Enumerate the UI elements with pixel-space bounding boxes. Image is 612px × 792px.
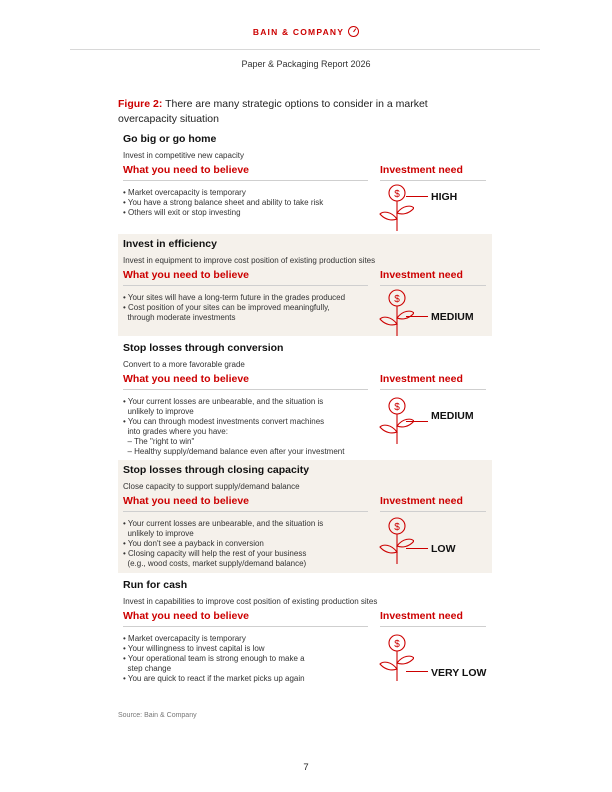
option-description: Convert to a more favorable grade — [123, 360, 245, 369]
list-item: • You have a strong balance sheet and ability to take risk — [123, 198, 324, 207]
header-rule — [380, 389, 486, 390]
option-description: Invest in capabilities to improve cost position of existing production sites — [123, 597, 378, 606]
header-rule — [380, 285, 486, 286]
option-title: Go big or go home — [123, 133, 217, 145]
list-item: • Others will exit or stop investing — [123, 208, 241, 217]
investment-header: Investment need — [380, 373, 463, 385]
level-connector — [406, 671, 428, 672]
investment-header: Investment need — [380, 495, 463, 507]
list-item: step change — [123, 664, 172, 673]
list-item: • You are quick to react if the market picks up again — [123, 674, 305, 683]
list-item: (e.g., wood costs, market supply/demand balance) — [123, 559, 307, 568]
investment-level: MEDIUM — [431, 410, 474, 422]
believe-list — [123, 397, 378, 457]
option-title: Run for cash — [123, 579, 188, 591]
investment-header: Investment need — [380, 164, 463, 176]
svg-text:$: $ — [394, 189, 400, 200]
figure-label: Figure 2: — [118, 98, 163, 110]
money-plant-icon — [378, 183, 414, 233]
investment-level: MEDIUM — [431, 311, 474, 323]
believe-header: What you need to believe — [123, 269, 250, 281]
option-description: Invest in equipment to improve cost position of existing production sites — [123, 256, 376, 265]
investment-header: Investment need — [380, 269, 463, 281]
list-item: – Healthy supply/demand balance even after your investment — [123, 447, 345, 456]
option-go-big — [118, 129, 492, 231]
investment-header: Investment need — [380, 610, 463, 622]
list-item: • You can through modest investments convert machines — [123, 417, 325, 426]
header-rule — [123, 511, 368, 512]
believe-header: What you need to believe — [123, 495, 250, 507]
list-item: • Closing capacity will help the rest of your business — [123, 549, 307, 558]
option-title: Invest in efficiency — [123, 238, 217, 250]
level-connector — [406, 196, 428, 197]
option-title: Stop losses through closing capacity — [123, 464, 310, 476]
header-rule — [380, 511, 486, 512]
header-rule — [123, 180, 368, 181]
investment-level: LOW — [431, 543, 456, 555]
list-item: • Your current losses are unbearable, and the situation is — [123, 397, 324, 406]
investment-level: VERY LOW — [431, 667, 487, 679]
figure-title: There are many strategic options to consider in a market overcapacity situation — [118, 98, 428, 125]
svg-text:$: $ — [394, 639, 400, 650]
brand-mark-icon — [348, 26, 359, 37]
header-rule — [380, 626, 486, 627]
header-rule — [380, 180, 486, 181]
believe-list — [123, 293, 378, 323]
page-number: 7 — [303, 762, 309, 773]
brand-logo — [0, 26, 612, 37]
money-plant-icon — [378, 288, 414, 338]
level-connector — [406, 421, 428, 422]
option-stop-losses-closing — [118, 460, 492, 573]
level-connector — [406, 548, 428, 549]
list-item: • Cost position of your sites can be improved meaningfully, — [123, 303, 330, 312]
believe-header: What you need to believe — [123, 610, 250, 622]
list-item: • Your current losses are unbearable, and the situation is — [123, 519, 324, 528]
option-description: Close capacity to support supply/demand balance — [123, 482, 300, 491]
source-note: Source: Bain & Company — [118, 712, 197, 719]
header-rule — [123, 389, 368, 390]
believe-header: What you need to believe — [123, 164, 250, 176]
list-item: unlikely to improve — [123, 407, 194, 416]
believe-list — [123, 634, 378, 684]
list-item: • Your willingness to invest capital is low — [123, 644, 265, 653]
option-invest-efficiency — [118, 234, 492, 336]
list-item: • Your sites will have a long-term future in the grades produced — [123, 293, 346, 302]
money-plant-icon — [378, 516, 414, 566]
list-item: – The "right to win" — [123, 437, 195, 446]
option-stop-losses-conversion — [118, 338, 492, 458]
level-connector — [406, 316, 428, 317]
brand-name: BAIN & COMPANY — [252, 27, 345, 37]
list-item: unlikely to improve — [123, 529, 194, 538]
list-item: • You don't see a payback in conversion — [123, 539, 264, 548]
list-item: • Market overcapacity is temporary — [123, 188, 246, 197]
option-description: Invest in competitive new capacity — [123, 151, 244, 160]
svg-text:$: $ — [394, 522, 400, 533]
option-run-for-cash — [118, 575, 492, 693]
report-title: Paper & Packaging Report 2026 — [241, 59, 371, 69]
option-title: Stop losses through conversion — [123, 342, 284, 354]
list-item: through moderate investments — [123, 313, 236, 322]
list-item: • Market overcapacity is temporary — [123, 634, 246, 643]
header-divider — [70, 49, 540, 50]
money-plant-icon — [378, 633, 414, 683]
believe-list — [123, 188, 378, 218]
header-rule — [123, 285, 368, 286]
svg-text:$: $ — [394, 294, 400, 305]
header-rule — [123, 626, 368, 627]
figure-caption — [118, 97, 448, 127]
list-item: • Your operational team is strong enough to make a — [123, 654, 305, 663]
believe-list — [123, 519, 378, 569]
investment-level: HIGH — [431, 191, 458, 203]
list-item: into grades where you have: — [123, 427, 228, 436]
svg-text:$: $ — [394, 402, 400, 413]
believe-header: What you need to believe — [123, 373, 250, 385]
